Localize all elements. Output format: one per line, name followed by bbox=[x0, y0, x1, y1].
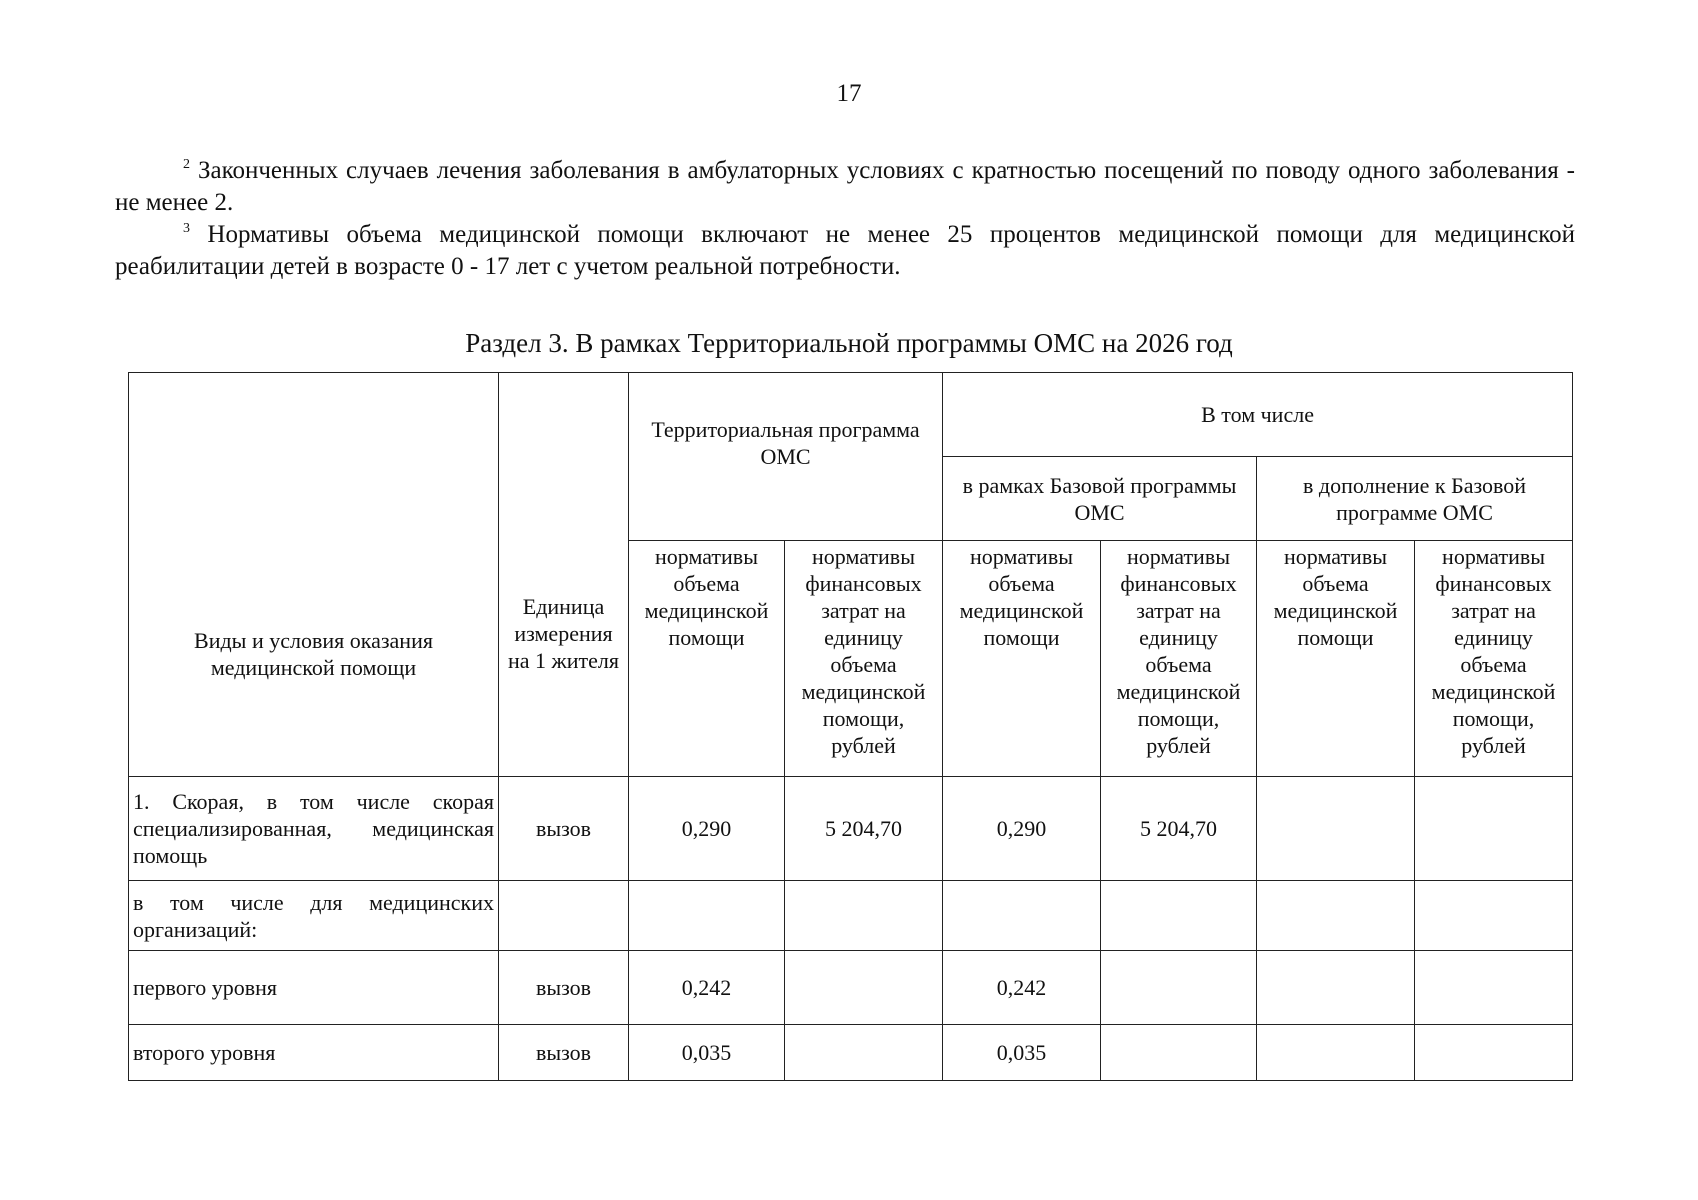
row-name: 1. Скорая, в том числе скорая специализированная, медицинская помощь bbox=[129, 777, 499, 881]
norms-table bbox=[128, 372, 1573, 1081]
header-base: в рамках Базовой программы ОМС bbox=[943, 457, 1257, 541]
header-add-cost: нормативы финансовых затрат на единицу объема медицинской помощи, рублей bbox=[1415, 541, 1573, 777]
row-base-volume: 0,242 bbox=[943, 951, 1101, 1025]
row-base-volume: 0,035 bbox=[943, 1025, 1101, 1081]
row-name: в том числе для медицинских организаций: bbox=[129, 881, 499, 951]
row-add-cost bbox=[1415, 881, 1573, 951]
row-terr-cost bbox=[785, 1025, 943, 1081]
table-row bbox=[129, 881, 1573, 951]
section-title: Раздел 3. В рамках Территориальной программы ОМС на 2026 год bbox=[465, 328, 1233, 358]
row-add-volume bbox=[1257, 777, 1415, 881]
row-add-volume bbox=[1257, 1025, 1415, 1081]
row-base-cost bbox=[1101, 951, 1257, 1025]
row-unit: вызов bbox=[499, 1025, 629, 1081]
header-add-volume: нормативы объема медицинской помощи bbox=[1257, 541, 1415, 777]
row-base-volume bbox=[943, 881, 1101, 951]
header-base-cost: нормативы финансовых затрат на единицу объема медицинской помощи, рублей bbox=[1101, 541, 1257, 777]
row-terr-cost bbox=[785, 951, 943, 1025]
header-base-volume: нормативы объема медицинской помощи bbox=[943, 541, 1101, 777]
header-kinds: Виды и условия оказания медицинской помощи bbox=[129, 373, 499, 777]
footnote-3 bbox=[115, 219, 1575, 283]
row-add-volume bbox=[1257, 951, 1415, 1025]
header-additional: в дополнение к Базовой программе ОМС bbox=[1257, 457, 1573, 541]
row-base-volume: 0,290 bbox=[943, 777, 1101, 881]
header-terr-volume: нормативы объема медицинской помощи bbox=[629, 541, 785, 777]
row-terr-volume: 0,242 bbox=[629, 951, 785, 1025]
header-territorial: Территориальная программа ОМС bbox=[629, 373, 943, 541]
footnote-2-mark: 2 bbox=[183, 157, 190, 172]
row-add-cost bbox=[1415, 777, 1573, 881]
row-terr-cost bbox=[785, 881, 943, 951]
row-unit: вызов bbox=[499, 777, 629, 881]
row-terr-volume: 0,035 bbox=[629, 1025, 785, 1081]
row-base-cost bbox=[1101, 1025, 1257, 1081]
row-terr-volume bbox=[629, 881, 785, 951]
row-unit bbox=[499, 881, 629, 951]
row-unit: вызов bbox=[499, 951, 629, 1025]
row-add-cost bbox=[1415, 951, 1573, 1025]
row-add-cost bbox=[1415, 1025, 1573, 1081]
header-including: В том числе bbox=[943, 373, 1573, 457]
row-name: второго уровня bbox=[129, 1025, 499, 1081]
footnote-2-text: Законченных случаев лечения заболевания в амбулаторных условиях с кратностью посещений по поводу одного заболевания - не менее 2. bbox=[115, 157, 1576, 216]
row-add-volume bbox=[1257, 881, 1415, 951]
footnote-2 bbox=[115, 155, 1575, 219]
header-terr-cost: нормативы финансовых затрат на единицу объема медицинской помощи, рублей bbox=[785, 541, 943, 777]
page-number: 17 bbox=[836, 80, 862, 107]
row-base-cost bbox=[1101, 881, 1257, 951]
row-name: первого уровня bbox=[129, 951, 499, 1025]
table-row bbox=[129, 951, 1573, 1025]
header-unit: Единица измерения на 1 жителя bbox=[499, 373, 629, 777]
row-base-cost: 5 204,70 bbox=[1101, 777, 1257, 881]
footnote-3-mark: 3 bbox=[183, 221, 190, 236]
row-terr-cost: 5 204,70 bbox=[785, 777, 943, 881]
table-row bbox=[129, 777, 1573, 881]
footnote-3-text: Нормативы объема медицинской помощи включают не менее 25 процентов медицинской помощи для медицинской реабилитации детей в возрасте 0 - 17 лет с учетом реальной потребности. bbox=[115, 221, 1576, 280]
table-row bbox=[129, 1025, 1573, 1081]
row-terr-volume: 0,290 bbox=[629, 777, 785, 881]
